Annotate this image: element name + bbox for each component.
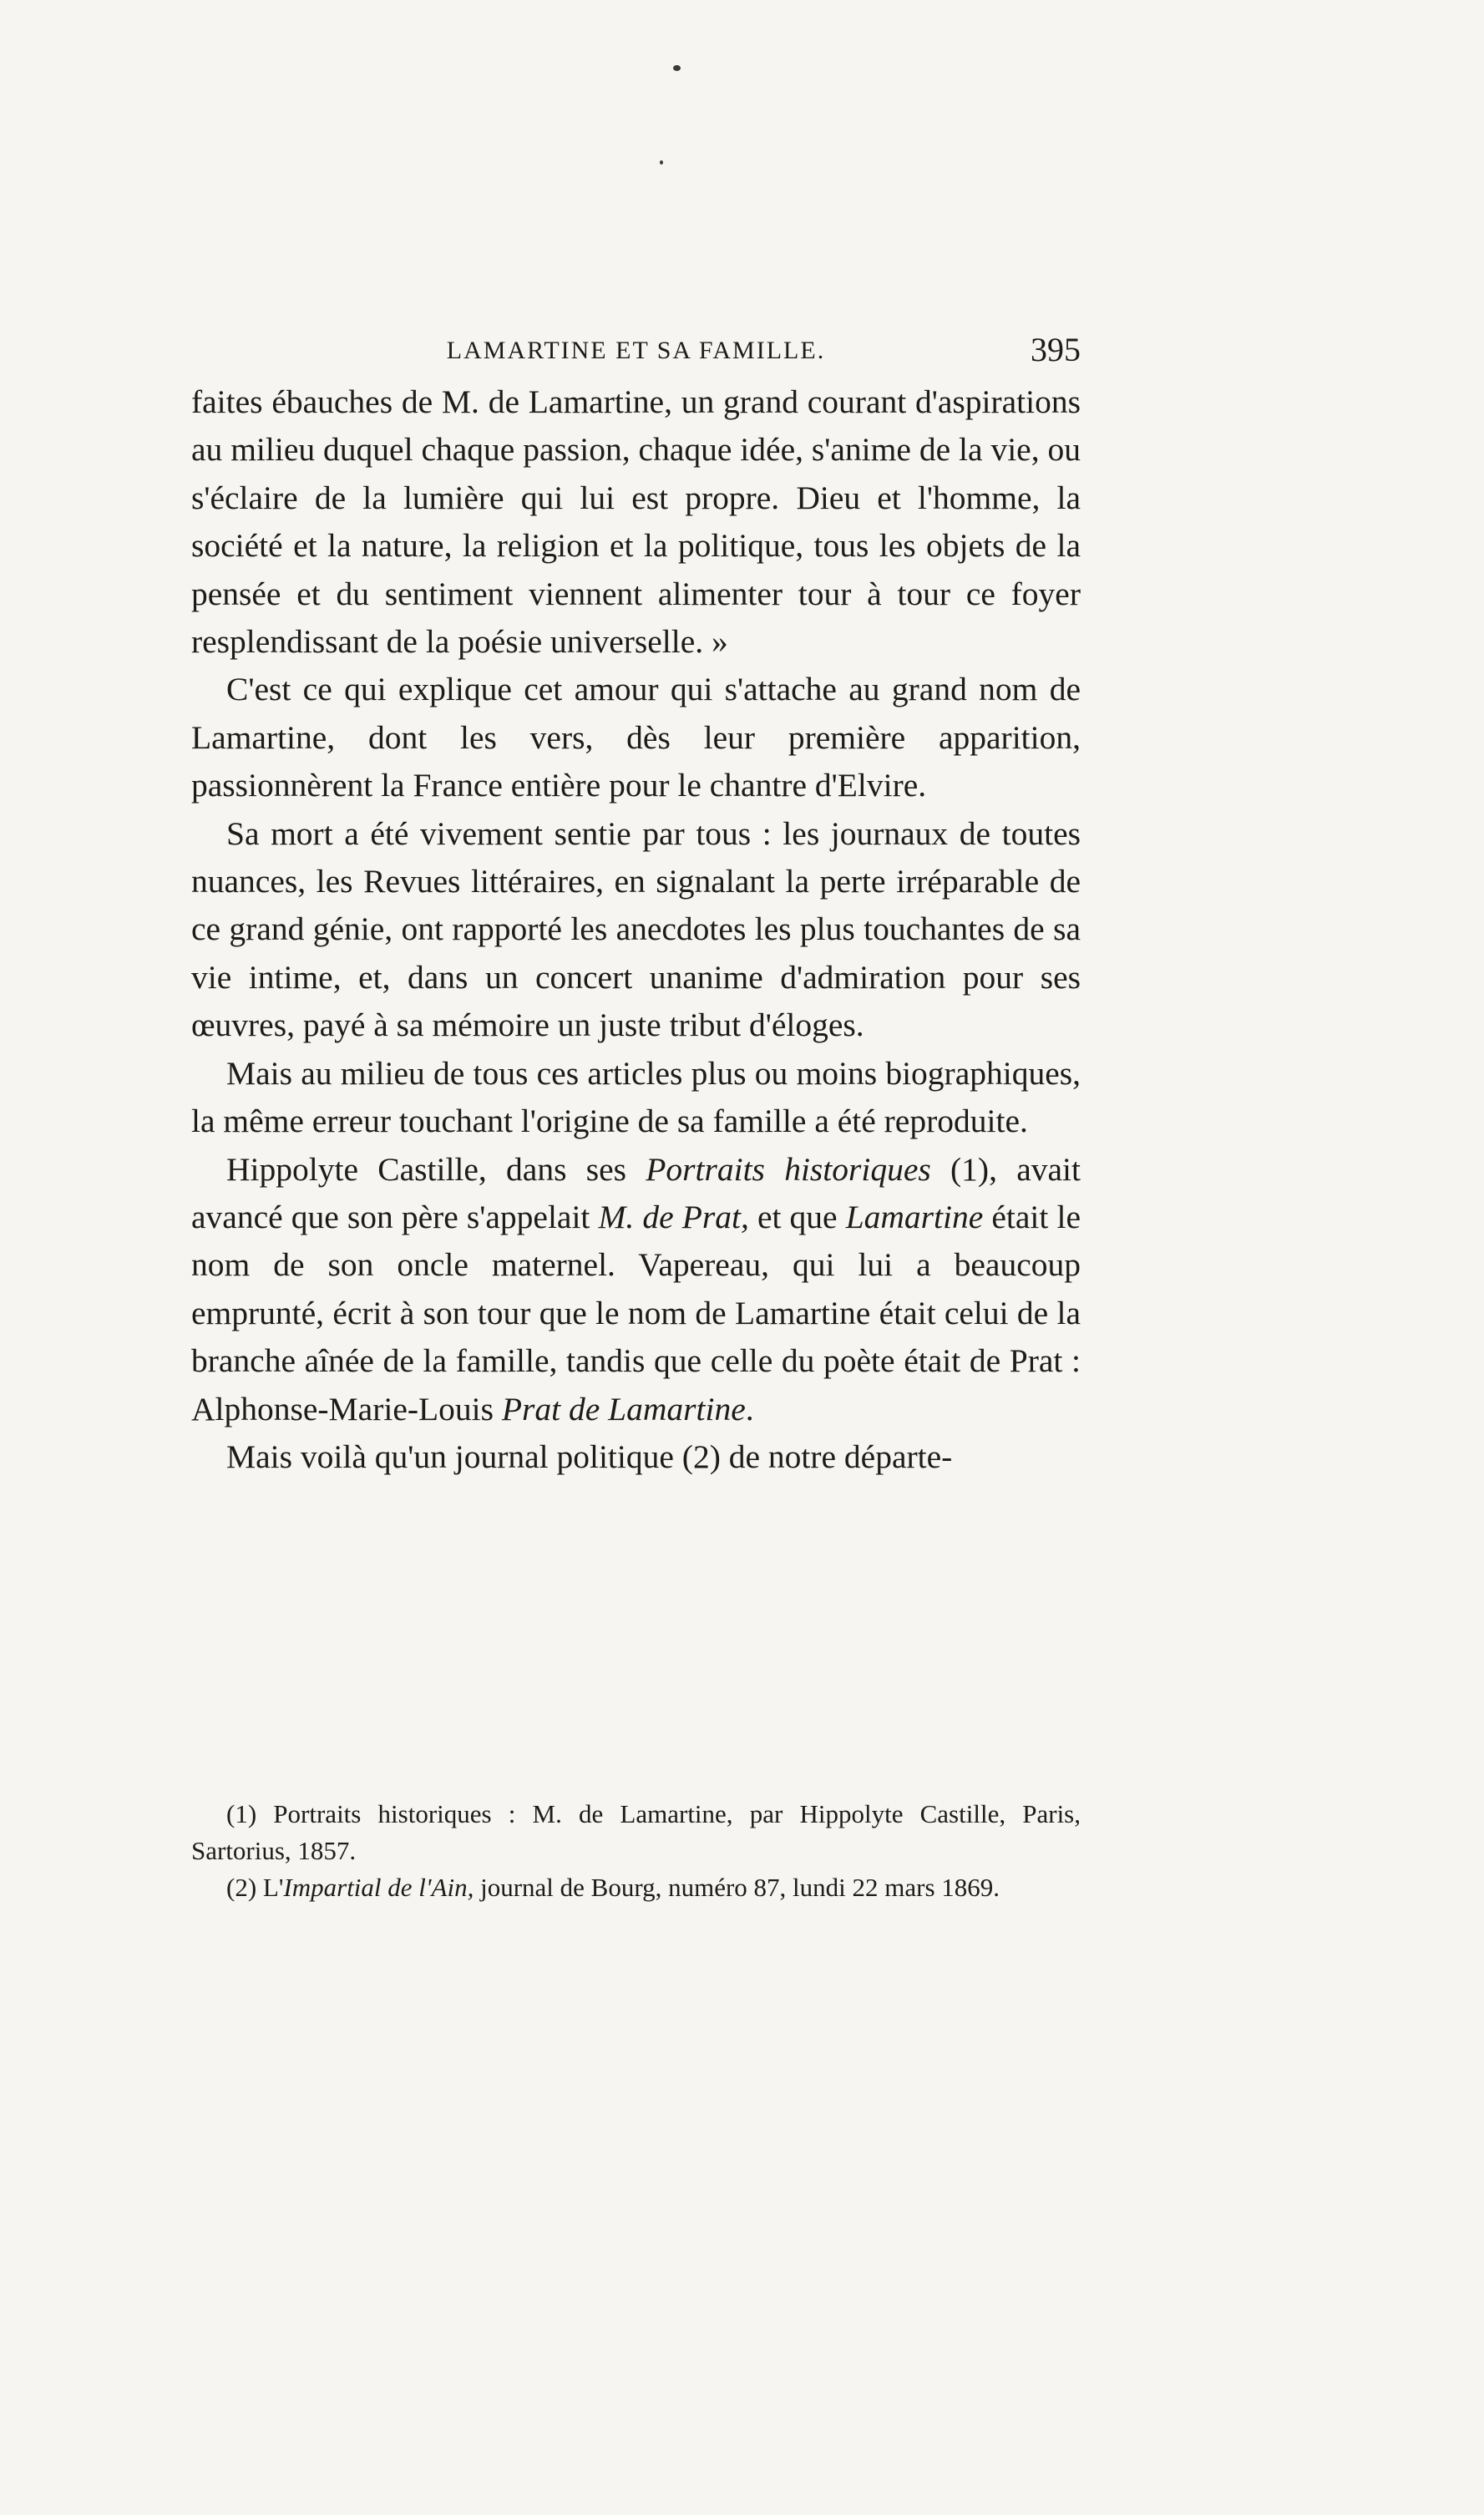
footnote-1: (1) Portraits historiques : M. de Lamartine, par Hippolyte Castille, Paris, Sartorius, 1857. bbox=[191, 1799, 1081, 1865]
paragraph-5-text: (1), avait avancé que son père s'appelait bbox=[191, 1150, 1081, 1235]
paragraph-3: Sa mort a été vivement sentie par tous : les journaux de toutes nuances, les Revues littéraires, en signalant la perte irréparable de ce grand génie, ont rapporté les anecdotes les plus touchantes de sa vie intime, et, dans un concert unanime d'admiration pour ses œuvres, payé à sa mémoire un juste tribut d'éloges. bbox=[191, 814, 1081, 1044]
running-title: LAMARTINE ET SA FAMILLE. bbox=[446, 337, 826, 364]
paragraph-1: faites ébauches de M. de Lamartine, un grand courant d'aspirations au milieu duquel chaque passion, chaque idée, s'anime de la vie, ou s'éclaire de la lumière qui lui est propre. Dieu et l'homme, la société et la nature, la religion et la politique, tous les objets de la pensée et du sentiment viennent alimenter tour à tour ce foyer resplendissant de la poésie universelle. » bbox=[191, 383, 1081, 661]
footnotes bbox=[191, 1796, 1081, 1906]
italic-m-de-prat: M. de Prat, bbox=[598, 1198, 749, 1235]
paragraph-5-text: et que bbox=[748, 1198, 846, 1235]
italic-lamartine: Lamartine bbox=[845, 1198, 984, 1235]
scan-speck bbox=[673, 65, 681, 71]
italic-impartial-de-l-ain: Impartial de l'Ain, bbox=[283, 1873, 474, 1902]
running-header bbox=[191, 330, 1081, 380]
footnote-2-text: journal de Bourg, numéro 87, lundi 22 mars 1869. bbox=[474, 1873, 1000, 1902]
footnote-2-text: (2) L' bbox=[226, 1873, 284, 1902]
paragraph-5 bbox=[191, 1146, 1081, 1433]
paragraph-5-text: Hippolyte Castille, dans ses bbox=[226, 1150, 646, 1188]
italic-prat-de-lamartine: Prat de Lamartine bbox=[501, 1390, 746, 1427]
paragraph-5-text: était le nom de son oncle maternel. Vapereau, qui lui a beaucoup emprunté, écrit à son tour que le nom de Lamartine était celui de la branche aînée de la famille, tandis que celle du poète était de Prat : Alphonse-Marie-Louis bbox=[191, 1198, 1081, 1427]
main-text bbox=[191, 378, 1081, 1481]
scan-speck bbox=[660, 160, 663, 165]
paragraph-2: C'est ce qui explique cet amour qui s'attache au grand nom de Lamartine, dont les vers, dès leur première apparition, passionnèrent la France entière pour le chantre d'Elvire. bbox=[191, 671, 1081, 804]
paragraph-4: Mais au milieu de tous ces articles plus ou moins biographiques, la même erreur touchant l'origine de sa famille a été reproduite. bbox=[191, 1054, 1081, 1140]
paragraph-5-text: . bbox=[745, 1390, 754, 1427]
italic-portraits-historiques: Portraits historiques bbox=[646, 1150, 931, 1188]
footnote-2 bbox=[191, 1869, 1081, 1906]
page-number: 395 bbox=[1031, 331, 1081, 368]
paragraph-6: Mais voilà qu'un journal politique (2) de notre départe- bbox=[226, 1438, 953, 1475]
